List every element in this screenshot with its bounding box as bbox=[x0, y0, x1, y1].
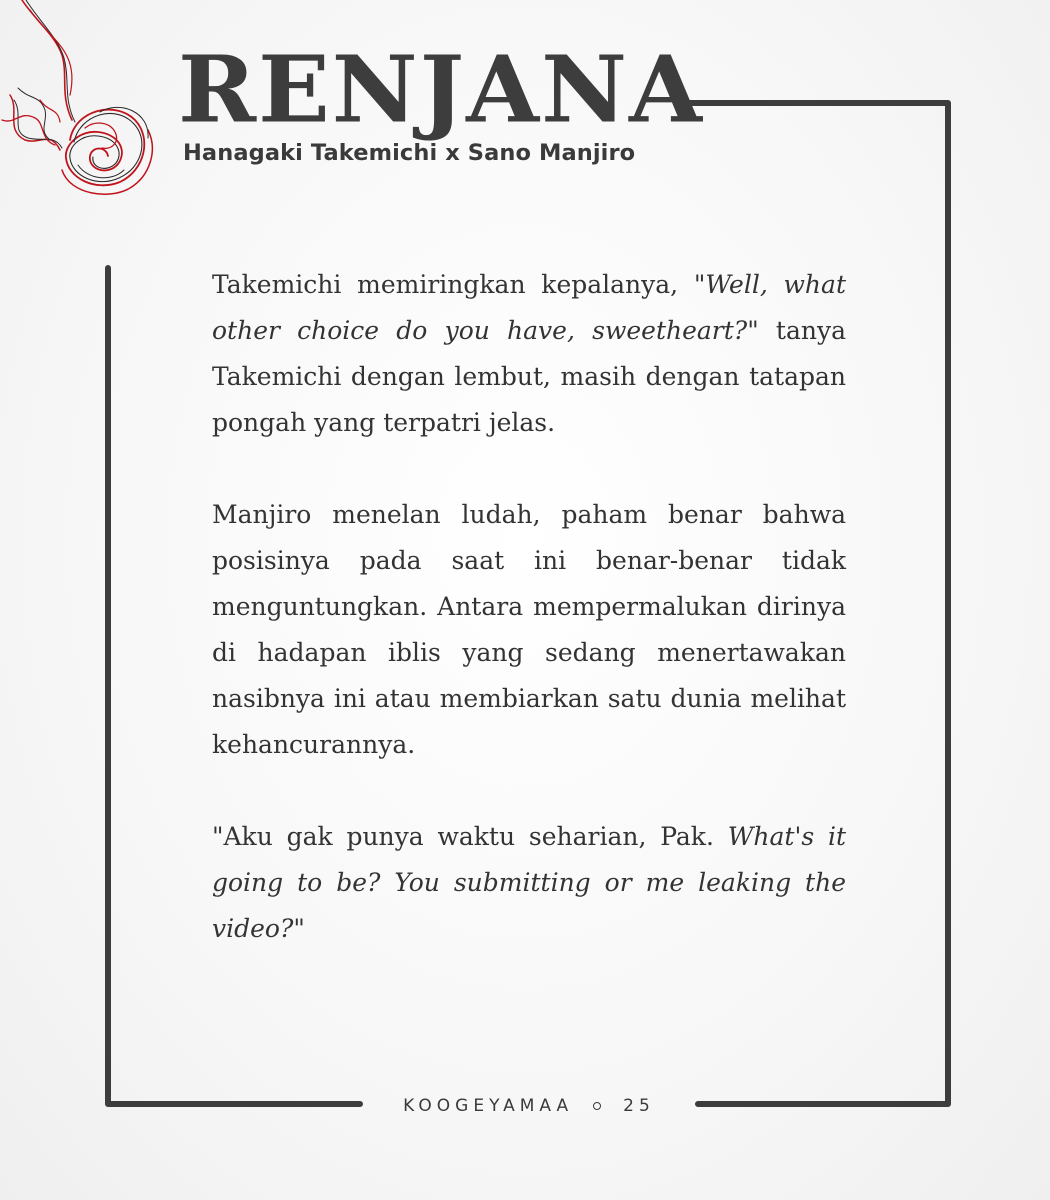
page-subtitle: Hanagaki Takemichi x Sano Manjiro bbox=[183, 140, 636, 166]
rose-illustration bbox=[0, 0, 170, 200]
page-title: RENJANA bbox=[178, 36, 704, 144]
paragraph-2: Manjiro menelan ludah, paham benar bahwa posisinya pada saat ini benar-benar tidak menguntungkan. Antara mempermalukan dirinya di hadapan iblis yang sedang menertawakan nasibnya ini atau membiarkan satu dunia melihat kehancurannya. bbox=[212, 500, 846, 759]
page-number: 25 bbox=[623, 1096, 655, 1116]
paragraph-1: Takemichi memiringkan kepalanya, "Well, what other choice do you have, sweetheart?" tanya Takemichi dengan lembut, masih dengan tatapan pongah yang terpatri jelas. bbox=[212, 270, 846, 437]
author-name: KOOGEYAMAA bbox=[403, 1096, 574, 1116]
page-footer bbox=[364, 1092, 694, 1120]
separator-circle-icon bbox=[593, 1102, 601, 1110]
story-body bbox=[212, 262, 846, 998]
paragraph-3: "Aku gak punya waktu seharian, Pak. What's it going to be? You submitting or me leaking the video?" bbox=[212, 822, 846, 943]
